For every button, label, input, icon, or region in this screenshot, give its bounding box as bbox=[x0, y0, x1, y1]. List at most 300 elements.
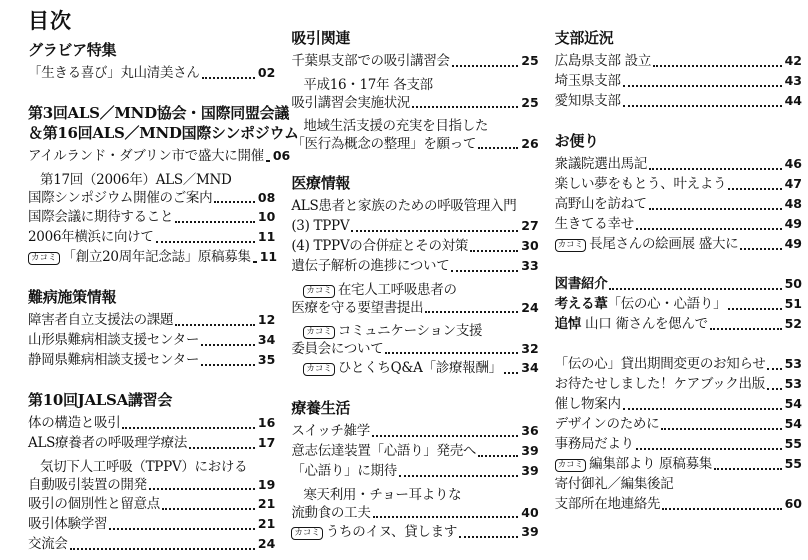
toc-entry bbox=[28, 146, 291, 166]
entry-line bbox=[555, 394, 802, 414]
page-number: 39 bbox=[521, 524, 539, 539]
section-heading: 第3回ALS／MND協会・国際同盟会議 bbox=[28, 104, 290, 122]
toc-entry bbox=[291, 76, 538, 112]
toc-section bbox=[555, 28, 802, 111]
dot-leader bbox=[266, 160, 270, 162]
entry-text: 吸引講習会実施状況 bbox=[291, 95, 411, 111]
dot-leader bbox=[201, 344, 255, 346]
entry-text: ひとくちQ&A「診療報酬」 bbox=[337, 360, 502, 376]
toc-entry bbox=[291, 51, 538, 71]
entry-line bbox=[291, 216, 538, 236]
toc-entry bbox=[555, 234, 802, 254]
entry-line bbox=[28, 63, 275, 83]
entry-text: 埼玉県支部 bbox=[554, 73, 621, 89]
page-number: 25 bbox=[521, 95, 539, 110]
entry-line bbox=[28, 171, 275, 189]
entry-text: 流動食の工夫 bbox=[291, 505, 371, 521]
entry-text: 平成16・17年 各支部 bbox=[303, 77, 433, 93]
page-number: 39 bbox=[521, 463, 539, 478]
section-heading: グラビア特集 bbox=[28, 41, 117, 59]
page-number: 02 bbox=[257, 65, 276, 80]
entry-text: 交流会 bbox=[28, 536, 68, 552]
entry-text: 自動吸引装置の開発 bbox=[28, 477, 147, 493]
toc-entry bbox=[291, 281, 538, 317]
entry-text: 「生きる喜び」丸山清美さん bbox=[28, 65, 200, 81]
toc-entry bbox=[28, 247, 278, 267]
entry-line bbox=[28, 330, 275, 350]
dot-leader bbox=[623, 85, 782, 87]
page-number: 21 bbox=[257, 516, 276, 531]
toc-entry bbox=[555, 51, 802, 71]
toc-entry bbox=[28, 458, 275, 494]
section-items bbox=[291, 196, 538, 378]
dot-leader bbox=[649, 168, 782, 170]
page-number: 16 bbox=[257, 415, 276, 430]
dot-leader bbox=[175, 324, 255, 326]
toc-section bbox=[555, 274, 802, 334]
page-number: 34 bbox=[521, 360, 539, 375]
toc-section bbox=[291, 398, 538, 542]
page-number: 21 bbox=[257, 496, 276, 511]
toc-entry bbox=[555, 454, 802, 474]
dot-leader bbox=[412, 106, 518, 108]
entry-line bbox=[291, 486, 538, 504]
dot-leader bbox=[710, 328, 782, 330]
page-number: 60 bbox=[784, 496, 802, 511]
entry-line bbox=[291, 461, 538, 481]
page-number: 39 bbox=[521, 443, 539, 458]
entry-text: 山形県難病相談支援センター bbox=[28, 332, 200, 348]
kakomi-badge: カコミ bbox=[555, 239, 587, 252]
dot-leader bbox=[636, 228, 782, 230]
dot-leader bbox=[385, 352, 518, 354]
entry-line bbox=[291, 421, 538, 441]
dot-leader bbox=[399, 475, 518, 477]
toc-columns bbox=[28, 8, 802, 560]
page-number: 08 bbox=[257, 190, 276, 205]
dot-leader bbox=[636, 448, 782, 450]
page-number: 26 bbox=[521, 136, 539, 151]
entry-text: 第17回（2006年）ALS／MND bbox=[40, 172, 232, 188]
entry-line bbox=[291, 322, 538, 340]
dot-leader bbox=[728, 188, 781, 190]
entry-line bbox=[555, 454, 802, 474]
entry-text: (4) TPPVの合併症とその対策 bbox=[291, 238, 469, 254]
page-number: 46 bbox=[784, 156, 802, 171]
entry-text: 「医行為概念の整理」を願って bbox=[291, 136, 477, 152]
toc-entry bbox=[555, 71, 802, 91]
entry-text: スイッチ雑学 bbox=[291, 423, 370, 439]
page-number: 24 bbox=[521, 300, 539, 315]
dot-leader bbox=[504, 372, 518, 374]
toc-entry bbox=[28, 514, 275, 534]
section-items bbox=[555, 274, 802, 334]
page-number: 35 bbox=[257, 352, 276, 367]
toc-entry bbox=[555, 474, 802, 494]
toc-entry bbox=[291, 196, 538, 216]
page-number: 25 bbox=[521, 53, 539, 68]
toc-entry bbox=[291, 522, 538, 542]
entry-line bbox=[291, 358, 538, 378]
toc-entry bbox=[291, 236, 538, 256]
dot-leader bbox=[70, 548, 255, 550]
page-number: 24 bbox=[257, 536, 276, 551]
toc-entry bbox=[28, 413, 275, 433]
toc-entry bbox=[291, 117, 538, 153]
section-items bbox=[28, 63, 275, 83]
entry-line bbox=[291, 236, 538, 256]
toc-column bbox=[28, 8, 299, 560]
entry-text: ALS療養者の呼吸理学療法 bbox=[28, 435, 188, 451]
entry-line bbox=[291, 196, 538, 216]
entry-text: 意志伝達装置「心語り」発売へ bbox=[291, 443, 477, 459]
entry-line bbox=[291, 117, 538, 135]
dot-leader bbox=[351, 230, 518, 232]
entry-line bbox=[28, 146, 291, 166]
section-items bbox=[291, 421, 538, 542]
page-number: 52 bbox=[784, 316, 802, 331]
entry-line bbox=[555, 154, 802, 174]
toc-entry bbox=[28, 207, 275, 227]
dot-leader bbox=[609, 288, 781, 290]
entry-text: 追悼 山口 衛さんを偲んで bbox=[554, 316, 708, 332]
page-number: 53 bbox=[784, 356, 802, 371]
dot-leader bbox=[767, 388, 782, 390]
entry-bold-prefix: 追悼 bbox=[554, 316, 582, 332]
kakomi-badge: カコミ bbox=[555, 459, 587, 472]
section-heading: 吸引関連 bbox=[291, 29, 351, 47]
section-heading: 医療情報 bbox=[291, 174, 351, 192]
section-heading: 支部近況 bbox=[554, 29, 614, 47]
entry-text: 「心語り」に期待 bbox=[291, 463, 397, 479]
entry-text: 愛知県支部 bbox=[554, 93, 621, 109]
page-number: 27 bbox=[521, 218, 539, 233]
dot-leader bbox=[714, 468, 782, 470]
entry-line bbox=[555, 374, 802, 394]
entry-text: 「創立20周年記念誌」原稿募集 bbox=[62, 249, 251, 265]
entry-text: ALS患者と家族のための呼吸管理入門 bbox=[291, 198, 517, 214]
entry-line bbox=[291, 281, 538, 299]
entry-text: 在宅人工呼吸患者の bbox=[337, 282, 457, 298]
entry-text: 寒天利用・チョー耳よりな bbox=[303, 487, 462, 503]
toc-entry bbox=[28, 310, 275, 330]
entry-text: 吸引の個別性と留意点 bbox=[28, 496, 160, 512]
section-heading: ＆第16回ALS／MND国際シンポジウム bbox=[28, 124, 299, 142]
entry-line bbox=[28, 189, 275, 207]
entry-line bbox=[555, 51, 802, 71]
entry-text: 考える葦「伝の心・心語り」 bbox=[554, 296, 727, 312]
entry-line bbox=[291, 51, 538, 71]
entry-text: 催し物案内 bbox=[554, 396, 621, 412]
entry-text: 体の構造と吸引 bbox=[28, 415, 121, 431]
dot-leader bbox=[109, 528, 255, 530]
entry-text: 支部所在地連絡先 bbox=[554, 496, 661, 512]
page-number: 06 bbox=[272, 148, 291, 163]
entry-text: 地域生活支援の充実を目指した bbox=[303, 118, 489, 134]
entry-text: 千葉県支部での吸引講習会 bbox=[291, 53, 450, 69]
section-heading: 療養生活 bbox=[291, 399, 351, 417]
entry-line bbox=[555, 194, 802, 214]
dot-leader bbox=[649, 208, 782, 210]
page-number: 17 bbox=[257, 435, 276, 450]
dot-leader bbox=[470, 250, 518, 252]
entry-line bbox=[28, 227, 275, 247]
entry-text: 生きてる幸せ bbox=[554, 216, 634, 232]
kakomi-badge: カコミ bbox=[303, 285, 335, 298]
page-number: 40 bbox=[521, 505, 539, 520]
entry-text: 長尾さんの絵画展 盛大に bbox=[589, 236, 739, 252]
toc-section bbox=[291, 28, 538, 153]
toc-section bbox=[28, 287, 275, 370]
entry-text: 寄付御礼／編集後記 bbox=[554, 476, 674, 492]
toc-section bbox=[555, 354, 802, 514]
toc-entry bbox=[555, 414, 802, 434]
toc-entry bbox=[291, 322, 538, 358]
entry-line bbox=[555, 71, 802, 91]
page-number: 55 bbox=[784, 436, 802, 451]
toc-entry bbox=[291, 216, 538, 236]
toc-entry bbox=[555, 394, 802, 414]
entry-text: 吸引体験学習 bbox=[28, 516, 108, 532]
toc-entry bbox=[291, 421, 538, 441]
dot-leader bbox=[372, 435, 518, 437]
toc-entry bbox=[555, 194, 802, 214]
toc-entry bbox=[555, 434, 802, 454]
entry-line bbox=[555, 91, 802, 111]
toc-entry bbox=[555, 274, 802, 294]
dot-leader bbox=[662, 508, 781, 510]
entry-text: 広島県支部 設立 bbox=[554, 53, 652, 69]
entry-line bbox=[291, 76, 538, 94]
dot-leader bbox=[740, 248, 781, 250]
toc-section bbox=[291, 173, 538, 378]
toc-entry bbox=[555, 294, 802, 314]
entry-text: 「伝の心」貸出期間変更のお知らせ bbox=[554, 356, 766, 372]
entry-text: デザインのために bbox=[554, 416, 660, 432]
page-title: 目次 bbox=[28, 8, 72, 33]
toc-entry bbox=[291, 441, 538, 461]
dot-leader bbox=[623, 408, 782, 410]
section-heading: 難病施策情報 bbox=[28, 288, 117, 306]
toc-section bbox=[28, 390, 275, 554]
entry-line bbox=[291, 135, 538, 153]
toc-entry bbox=[555, 214, 802, 234]
entry-line bbox=[28, 458, 275, 476]
toc-entry bbox=[555, 354, 802, 374]
entry-line bbox=[28, 494, 275, 514]
page-number: 55 bbox=[784, 456, 802, 471]
dot-leader bbox=[201, 364, 255, 366]
dot-leader bbox=[253, 261, 257, 263]
kakomi-badge: カコミ bbox=[303, 363, 335, 376]
entry-text: 国際会議に期待すること bbox=[28, 209, 174, 225]
entry-text: 図書紹介 bbox=[554, 276, 608, 292]
entry-text: 楽しい夢をもとう、叶えよう bbox=[554, 176, 727, 192]
entry-text: 静岡県難病相談支援センター bbox=[28, 352, 200, 368]
toc-entry bbox=[291, 256, 538, 276]
toc-entry bbox=[555, 314, 802, 334]
section-items bbox=[28, 146, 291, 267]
entry-line bbox=[28, 534, 275, 554]
toc-column bbox=[291, 8, 538, 560]
toc-entry bbox=[555, 494, 802, 514]
toc-entry bbox=[555, 374, 802, 394]
toc-entry bbox=[28, 227, 275, 247]
page-number: 53 bbox=[784, 376, 802, 391]
page-number: 19 bbox=[257, 477, 276, 492]
section-items bbox=[555, 154, 802, 254]
entry-line bbox=[28, 310, 275, 330]
entry-text: 委員会について bbox=[291, 341, 384, 357]
entry-line bbox=[28, 476, 275, 494]
entry-text: お待たせしました！ケアブック出版 bbox=[554, 376, 765, 392]
entry-line bbox=[291, 522, 538, 542]
entry-text: 障害者自立支援法の課題 bbox=[28, 312, 174, 328]
entry-line bbox=[28, 247, 278, 267]
section-items bbox=[555, 354, 802, 514]
toc-section bbox=[555, 131, 802, 254]
dot-leader bbox=[478, 147, 518, 149]
dot-leader bbox=[189, 447, 255, 449]
dot-leader bbox=[162, 508, 255, 510]
dot-leader bbox=[653, 65, 782, 67]
section-heading: お便り bbox=[554, 132, 599, 150]
entry-text: 高野山を訪ねて bbox=[554, 196, 647, 212]
page-number: 36 bbox=[521, 423, 539, 438]
page-number: 54 bbox=[784, 416, 802, 431]
kakomi-badge: カコミ bbox=[303, 326, 335, 339]
entry-text: 国際シンポジウム開催のご案内 bbox=[28, 190, 213, 206]
section-items bbox=[28, 310, 275, 370]
toc-entry bbox=[28, 350, 275, 370]
dot-leader bbox=[661, 428, 781, 430]
entry-text: 編集部より 原稿募集 bbox=[589, 456, 712, 472]
toc-section bbox=[28, 103, 299, 267]
entry-line bbox=[291, 256, 538, 276]
page-number: 33 bbox=[521, 258, 539, 273]
dot-leader bbox=[214, 201, 255, 203]
entry-text: 事務局だより bbox=[554, 436, 634, 452]
toc-entry bbox=[291, 358, 538, 378]
entry-text: 医療を守る要望書提出 bbox=[291, 300, 424, 316]
page-number: 42 bbox=[784, 53, 802, 68]
kakomi-badge: カコミ bbox=[291, 527, 323, 540]
dot-leader bbox=[623, 105, 782, 107]
dot-leader bbox=[175, 221, 255, 223]
entry-line bbox=[28, 413, 275, 433]
section-heading: 第10回JALSA講習会 bbox=[28, 391, 173, 409]
entry-line bbox=[28, 433, 275, 453]
entry-text: 2006年横浜に向けて bbox=[28, 229, 154, 245]
toc-column bbox=[555, 8, 802, 560]
dot-leader bbox=[425, 311, 518, 313]
entry-line bbox=[555, 174, 802, 194]
entry-line bbox=[28, 207, 275, 227]
entry-text: アイルランド・ダブリン市で盛大に開催 bbox=[28, 148, 264, 164]
section-items bbox=[291, 51, 538, 153]
page-number: 49 bbox=[784, 236, 802, 251]
kakomi-badge: カコミ bbox=[28, 252, 60, 265]
page-number: 48 bbox=[784, 196, 802, 211]
entry-text: コミュニケーション支援 bbox=[337, 323, 483, 339]
entry-line bbox=[555, 474, 802, 494]
toc-entry bbox=[555, 174, 802, 194]
toc-entry bbox=[291, 461, 538, 481]
entry-line bbox=[555, 234, 802, 254]
entry-text: 衆議院選出馬記 bbox=[554, 156, 648, 172]
dot-leader bbox=[202, 77, 255, 79]
toc-entry bbox=[28, 494, 275, 514]
page-number: 50 bbox=[784, 276, 802, 291]
toc-entry bbox=[291, 486, 538, 522]
toc-entry bbox=[28, 433, 275, 453]
entry-line bbox=[555, 274, 802, 294]
entry-line bbox=[28, 350, 275, 370]
page-number: 11 bbox=[257, 229, 276, 244]
page-number: 44 bbox=[784, 93, 802, 108]
entry-line bbox=[28, 514, 275, 534]
entry-line bbox=[555, 314, 802, 334]
page-number: 11 bbox=[259, 249, 278, 264]
section-items bbox=[555, 51, 802, 111]
entry-line bbox=[291, 441, 538, 461]
dot-leader bbox=[767, 368, 781, 370]
entry-line bbox=[291, 340, 538, 358]
page-number: 49 bbox=[784, 216, 802, 231]
entry-bold-prefix: 考える葦 bbox=[554, 296, 608, 312]
dot-leader bbox=[156, 241, 255, 243]
toc-entry bbox=[555, 154, 802, 174]
toc-entry bbox=[28, 330, 275, 350]
entry-text: 気切下人工呼吸（TPPV）における bbox=[40, 459, 248, 475]
page-number: 47 bbox=[784, 176, 802, 191]
entry-line bbox=[291, 94, 538, 112]
entry-line bbox=[555, 494, 802, 514]
toc-entry bbox=[28, 171, 275, 207]
page-number: 43 bbox=[784, 73, 802, 88]
entry-text: (3) TPPV bbox=[291, 218, 350, 234]
toc-entry bbox=[555, 91, 802, 111]
entry-line bbox=[555, 354, 802, 374]
dot-leader bbox=[452, 65, 519, 67]
page-number: 51 bbox=[784, 296, 802, 311]
toc-entry bbox=[28, 63, 275, 83]
dot-leader bbox=[728, 308, 781, 310]
dot-leader bbox=[373, 516, 519, 518]
toc-section bbox=[28, 40, 275, 83]
entry-line bbox=[555, 214, 802, 234]
dot-leader bbox=[451, 270, 518, 272]
entry-line bbox=[291, 299, 538, 317]
page-number: 30 bbox=[521, 238, 539, 253]
entry-text: 遺伝子解析の進捗について bbox=[291, 258, 450, 274]
entry-text: うちのイヌ、貸します bbox=[325, 524, 458, 540]
page-number: 34 bbox=[257, 332, 276, 347]
dot-leader bbox=[122, 427, 255, 429]
entry-line bbox=[555, 434, 802, 454]
page-number: 32 bbox=[521, 341, 539, 356]
entry-line bbox=[555, 294, 802, 314]
page-number: 12 bbox=[257, 312, 276, 327]
section-items bbox=[28, 413, 275, 554]
dot-leader bbox=[478, 455, 518, 457]
dot-leader bbox=[149, 488, 255, 490]
page-number: 54 bbox=[784, 396, 802, 411]
toc-entry bbox=[28, 534, 275, 554]
entry-line bbox=[555, 414, 802, 434]
entry-line bbox=[291, 504, 538, 522]
page-number: 10 bbox=[257, 209, 276, 224]
